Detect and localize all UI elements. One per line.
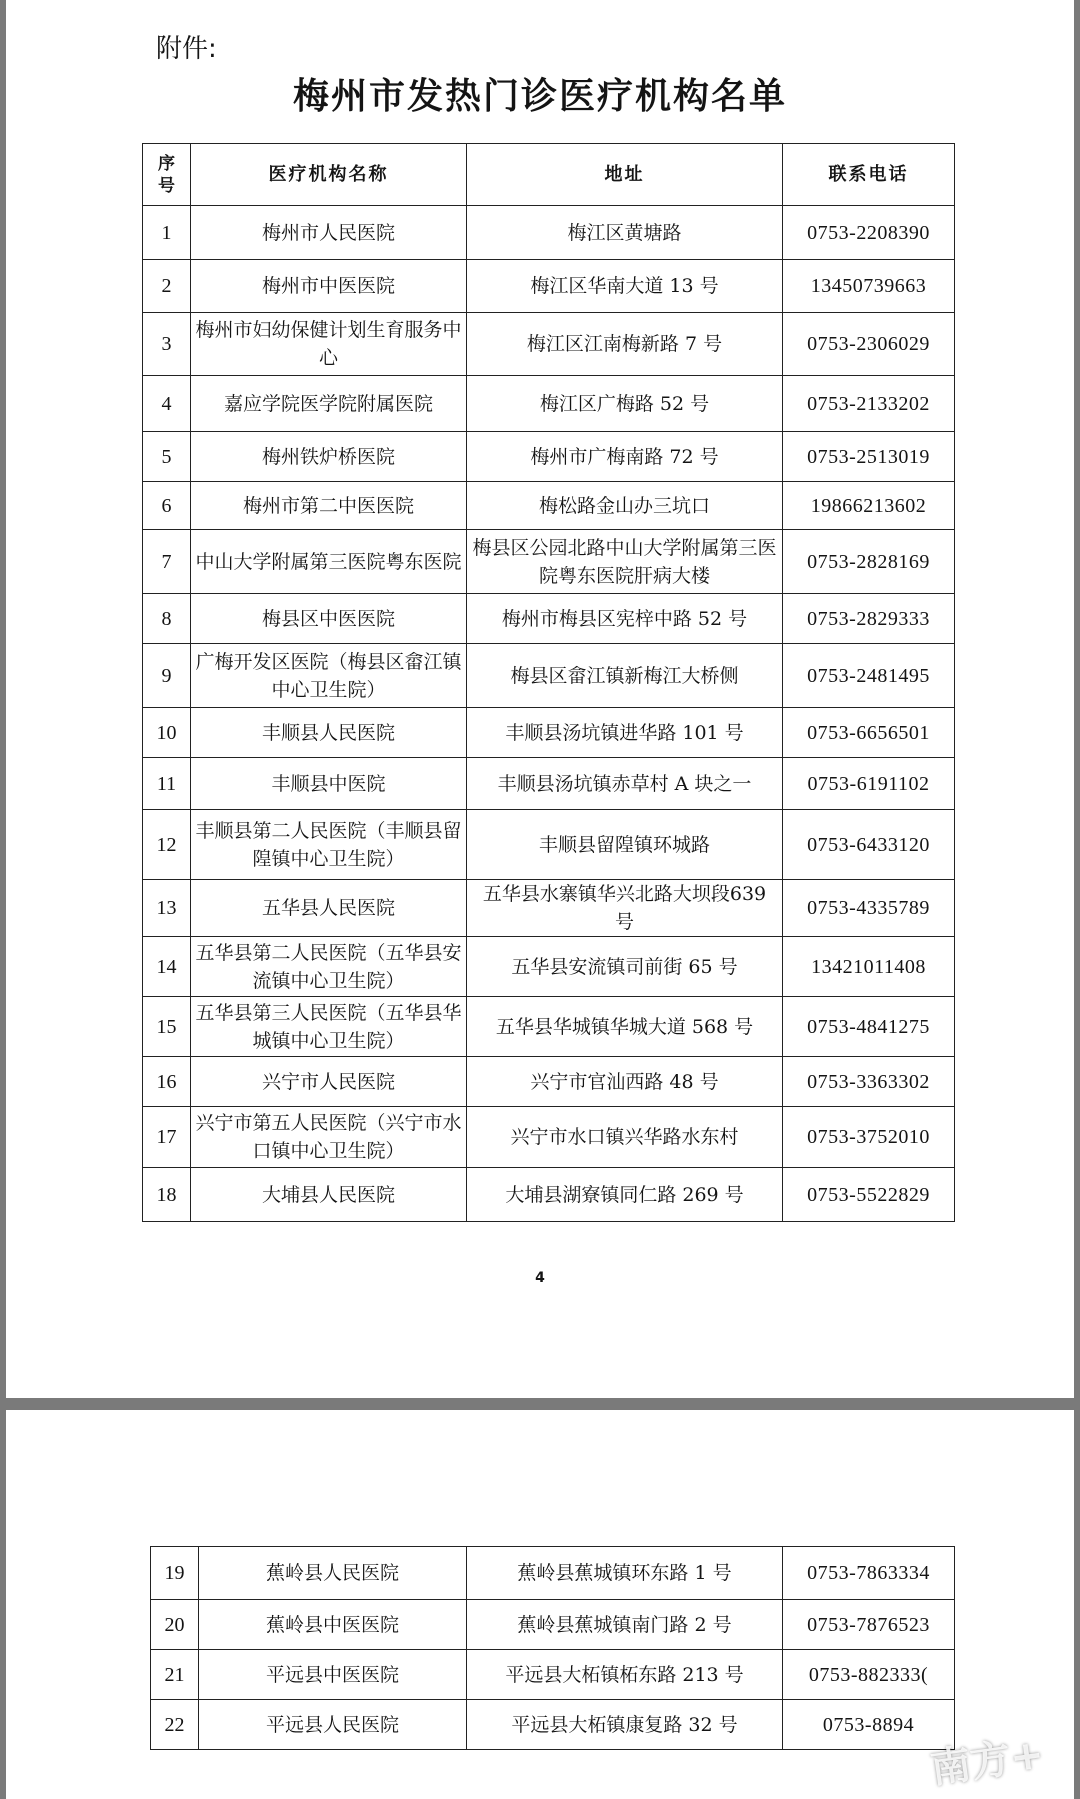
- cell-phone: 0753-4335789: [783, 880, 955, 937]
- cell-address: 梅江区华南大道 13 号: [467, 260, 783, 313]
- cell-seq: 18: [143, 1168, 191, 1222]
- table-row: [143, 1107, 955, 1168]
- cell-name: 蕉岭县中医医院: [199, 1600, 467, 1650]
- cell-seq: 15: [143, 997, 191, 1057]
- header-phone: 联系电话: [783, 144, 955, 206]
- cell-phone: 0753-8894: [783, 1700, 955, 1750]
- cell-seq: 17: [143, 1107, 191, 1168]
- cell-name: 五华县第三人民医院（五华县华城镇中心卫生院）: [191, 997, 467, 1057]
- cell-phone: 0753-2481495: [783, 644, 955, 708]
- cell-name: 丰顺县中医院: [191, 758, 467, 810]
- cell-address: 丰顺县留隍镇环城路: [467, 810, 783, 880]
- table-row: [143, 432, 955, 482]
- table-header-row: [143, 144, 955, 206]
- cell-phone: 0753-2133202: [783, 376, 955, 432]
- cell-seq: 1: [143, 206, 191, 260]
- cell-seq: 4: [143, 376, 191, 432]
- table-row: [151, 1700, 955, 1750]
- cell-name: 嘉应学院医学院附属医院: [191, 376, 467, 432]
- cell-address: 兴宁市水口镇兴华路水东村: [467, 1107, 783, 1168]
- table-row: [143, 206, 955, 260]
- cell-address: 大埔县湖寮镇同仁路 269 号: [467, 1168, 783, 1222]
- cell-seq: 20: [151, 1600, 199, 1650]
- cell-seq: 8: [143, 594, 191, 644]
- cell-seq: 5: [143, 432, 191, 482]
- cell-seq: 21: [151, 1650, 199, 1700]
- table-row: [143, 880, 955, 937]
- cell-name: 五华县人民医院: [191, 880, 467, 937]
- cell-phone: 19866213602: [783, 482, 955, 530]
- cell-name: 梅县区中医医院: [191, 594, 467, 644]
- document-page-2: [6, 1410, 1074, 1799]
- annex-label: 附件:: [156, 34, 217, 64]
- cell-address: 兴宁市官汕西路 48 号: [467, 1057, 783, 1107]
- table-row: [151, 1547, 955, 1600]
- cell-phone: 0753-2828169: [783, 530, 955, 594]
- cell-name: 大埔县人民医院: [191, 1168, 467, 1222]
- cell-address: 平远县大柘镇康复路 32 号: [467, 1700, 783, 1750]
- table-row: [143, 594, 955, 644]
- cell-seq: 19: [151, 1547, 199, 1600]
- document-page-1: [6, 0, 1074, 1398]
- cell-phone: 0753-6191102: [783, 758, 955, 810]
- cell-address: 梅江区广梅路 52 号: [467, 376, 783, 432]
- cell-name: 平远县人民医院: [199, 1700, 467, 1750]
- cell-phone: 0753-5522829: [783, 1168, 955, 1222]
- cell-phone: 0753-3363302: [783, 1057, 955, 1107]
- cell-name: 梅州市妇幼保健计划生育服务中心: [191, 313, 467, 376]
- cell-phone: 0753-3752010: [783, 1107, 955, 1168]
- cell-address: 平远县大柘镇柘东路 213 号: [467, 1650, 783, 1700]
- cell-address: 梅江区黄塘路: [467, 206, 783, 260]
- cell-name: 兴宁市第五人民医院（兴宁市水口镇中心卫生院）: [191, 1107, 467, 1168]
- cell-seq: 11: [143, 758, 191, 810]
- cell-name: 平远县中医医院: [199, 1650, 467, 1700]
- cell-address: 梅江区江南梅新路 7 号: [467, 313, 783, 376]
- table-row: [143, 1057, 955, 1107]
- document-title: 梅州市发热门诊医疗机构名单: [292, 76, 787, 117]
- cell-address: 丰顺县汤坑镇赤草村 A 块之一: [467, 758, 783, 810]
- cell-name: 中山大学附属第三医院粤东医院: [191, 530, 467, 594]
- cell-seq: 14: [143, 937, 191, 997]
- cell-address: 蕉岭县蕉城镇环东路 1 号: [467, 1547, 783, 1600]
- cell-seq: 6: [143, 482, 191, 530]
- cell-phone: 0753-4841275: [783, 997, 955, 1057]
- cell-phone: 0753-2513019: [783, 432, 955, 482]
- cell-address: 五华县水寨镇华兴北路大坝段639 号: [467, 880, 783, 937]
- cell-name: 梅州市中医医院: [191, 260, 467, 313]
- cell-address: 五华县安流镇司前街 65 号: [467, 937, 783, 997]
- table-row: [151, 1600, 955, 1650]
- cell-name: 广梅开发区医院（梅县区畲江镇中心卫生院）: [191, 644, 467, 708]
- cell-seq: 12: [143, 810, 191, 880]
- watermark-logo: 南方+: [928, 1731, 1048, 1793]
- header-seq: 序 号: [143, 144, 191, 206]
- table-row: [143, 376, 955, 432]
- cell-seq: 13: [143, 880, 191, 937]
- cell-phone: 0753-2306029: [783, 313, 955, 376]
- cell-name: 丰顺县人民医院: [191, 708, 467, 758]
- cell-address: 梅州市梅县区宪梓中路 52 号: [467, 594, 783, 644]
- table-row: [143, 530, 955, 594]
- hospital-table: [142, 143, 955, 1222]
- table-row: [143, 758, 955, 810]
- table-row: [143, 1168, 955, 1222]
- cell-seq: 7: [143, 530, 191, 594]
- cell-phone: 0753-7863334: [783, 1547, 955, 1600]
- cell-phone: 0753-7876523: [783, 1600, 955, 1650]
- cell-address: 蕉岭县蕉城镇南门路 2 号: [467, 1600, 783, 1650]
- cell-name: 梅州市第二中医医院: [191, 482, 467, 530]
- table-row: [143, 482, 955, 530]
- cell-phone: 0753-882333(: [783, 1650, 955, 1700]
- cell-seq: 10: [143, 708, 191, 758]
- cell-address: 丰顺县汤坑镇进华路 101 号: [467, 708, 783, 758]
- cell-phone: 0753-6433120: [783, 810, 955, 880]
- table-row: [143, 937, 955, 997]
- table-row: [151, 1650, 955, 1700]
- cell-name: 五华县第二人民医院（五华县安流镇中心卫生院）: [191, 937, 467, 997]
- cell-name: 兴宁市人民医院: [191, 1057, 467, 1107]
- table-row: [143, 810, 955, 880]
- table-row: [143, 260, 955, 313]
- header-name: 医疗机构名称: [191, 144, 467, 206]
- page-number: 4: [535, 1270, 545, 1286]
- cell-name: 梅州铁炉桥医院: [191, 432, 467, 482]
- cell-seq: 2: [143, 260, 191, 313]
- cell-address: 梅县区公园北路中山大学附属第三医院粤东医院肝病大楼: [467, 530, 783, 594]
- cell-phone: 0753-2208390: [783, 206, 955, 260]
- header-address: 地址: [467, 144, 783, 206]
- cell-name: 梅州市人民医院: [191, 206, 467, 260]
- hospital-table-continued: [150, 1546, 955, 1750]
- cell-seq: 16: [143, 1057, 191, 1107]
- table-row: [143, 708, 955, 758]
- table-row: [143, 644, 955, 708]
- cell-address: 梅州市广梅南路 72 号: [467, 432, 783, 482]
- cell-address: 梅县区畲江镇新梅江大桥侧: [467, 644, 783, 708]
- cell-seq: 9: [143, 644, 191, 708]
- cell-seq: 3: [143, 313, 191, 376]
- cell-phone: 0753-2829333: [783, 594, 955, 644]
- table-row: [143, 313, 955, 376]
- table-row: [143, 997, 955, 1057]
- cell-phone: 0753-6656501: [783, 708, 955, 758]
- cell-phone: 13421011408: [783, 937, 955, 997]
- cell-name: 蕉岭县人民医院: [199, 1547, 467, 1600]
- cell-address: 梅松路金山办三坑口: [467, 482, 783, 530]
- cell-name: 丰顺县第二人民医院（丰顺县留隍镇中心卫生院）: [191, 810, 467, 880]
- cell-seq: 22: [151, 1700, 199, 1750]
- cell-address: 五华县华城镇华城大道 568 号: [467, 997, 783, 1057]
- cell-phone: 13450739663: [783, 260, 955, 313]
